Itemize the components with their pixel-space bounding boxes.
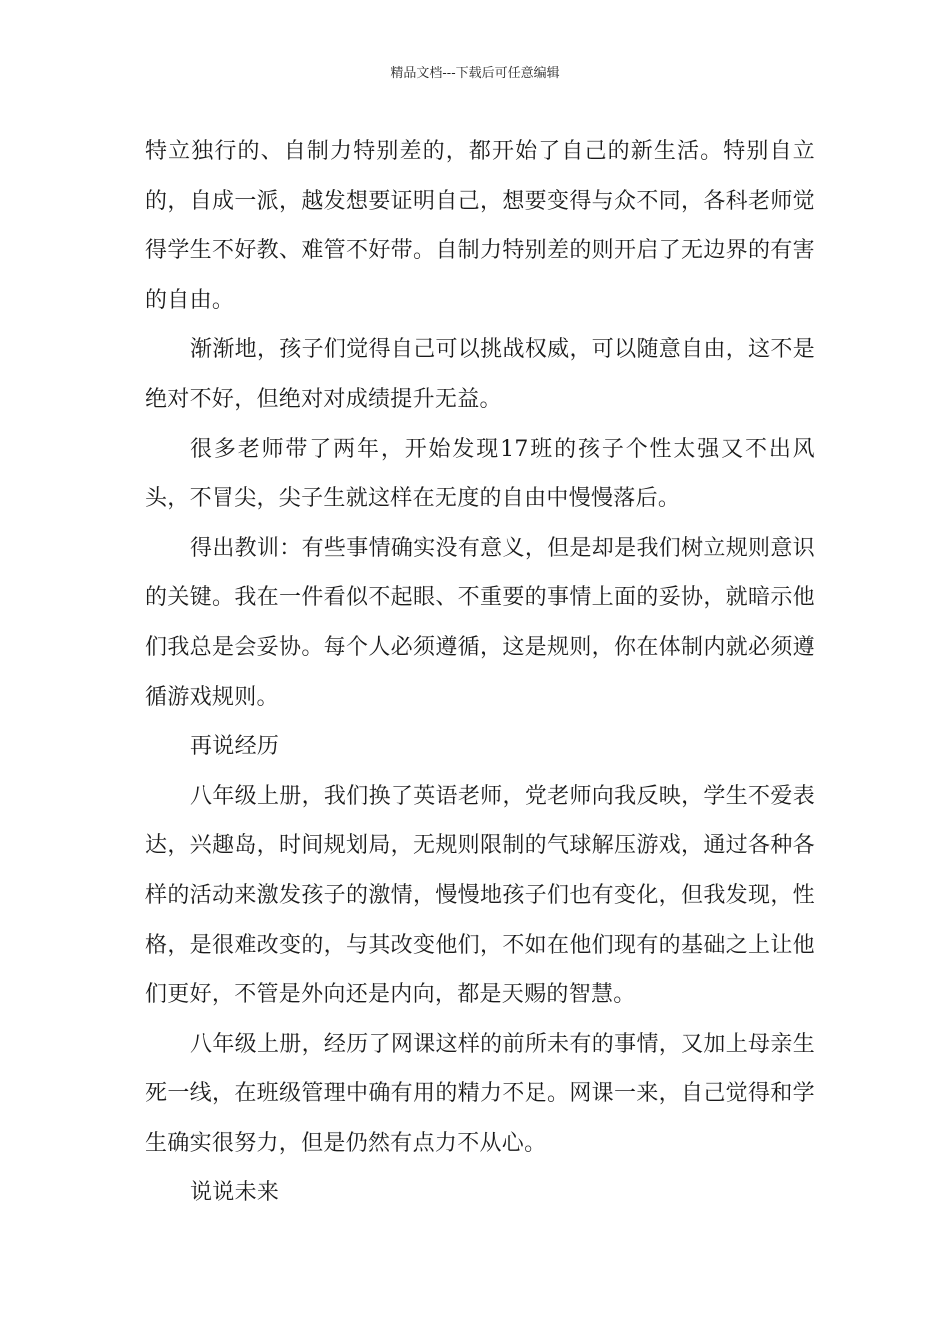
- document-body: [145, 127, 815, 1218]
- paragraph-4: 得出教训：有些事情确实没有意义，但是却是我们树立规则意识的关键。我在一件看似不起眼、不重要的事情上面的妥协，就暗示他们我总是会妥协。每个人必须遵循，这是规则，你在体制内就必须遵循游戏规则。: [145, 535, 815, 710]
- section-heading-future: 说说未来: [190, 1180, 280, 1206]
- paragraph-1: 特立独行的、自制力特别差的，都开始了自己的新生活。特别自立的，自成一派，越发想要证明自己，想要变得与众不同，各科老师觉得学生不好教、难管不好带。自制力特别差的则开启了无边界的有害的自由。: [145, 139, 815, 313]
- paragraph-5: 八年级上册，我们换了英语老师，党老师向我反映，学生不爱表达，兴趣岛，时间规划局，无规则限制的气球解压游戏，通过各种各样的活动来激发孩子的激情，慢慢地孩子们也有变化，但我发现，性格，是很难改变的，与其改变他们，不如在他们现有的基础之上让他们更好，不管是外向还是内向，都是天赐的智慧。: [145, 783, 815, 1008]
- paragraph-6: 八年级上册，经历了网课这样的前所未有的事情，又加上母亲生死一线，在班级管理中确有用的精力不足。网课一来，自己觉得和学生确实很努力，但是仍然有点力不从心。: [145, 1031, 815, 1156]
- paragraph-3: 很多老师带了两年，开始发现17班的孩子个性太强又不出风头，不冒尖，尖子生就这样在无度的自由中慢慢落后。: [145, 436, 815, 512]
- section-heading-experience: 再说经历: [190, 734, 280, 760]
- paragraph-2: 渐渐地，孩子们觉得自己可以挑战权威，可以随意自由，这不是绝对不好，但绝对对成绩提升无益。: [145, 337, 815, 412]
- page-header: 精品文档---下载后可任意编辑: [390, 66, 560, 81]
